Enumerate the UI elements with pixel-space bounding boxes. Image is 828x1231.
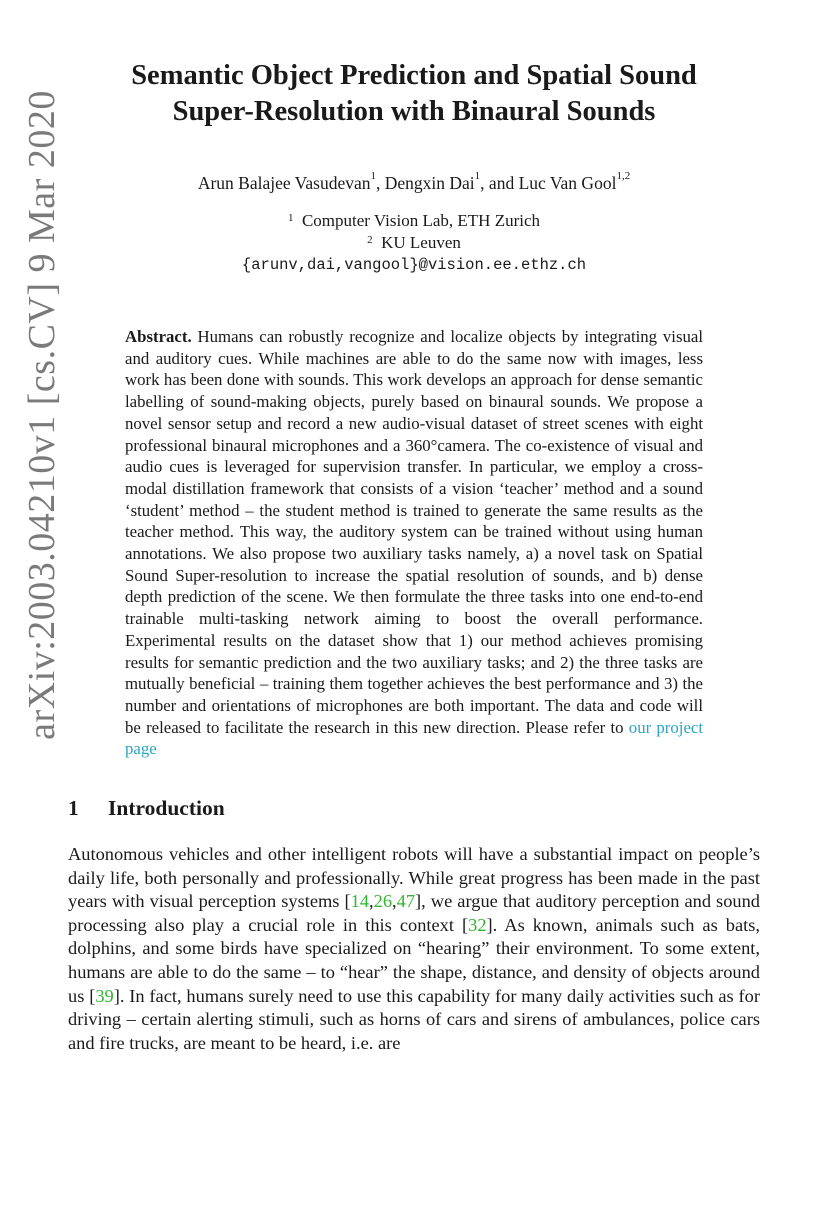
citation-separator: , xyxy=(392,891,397,912)
affiliation-name: Computer Vision Lab, ETH Zurich xyxy=(301,211,541,230)
author-affiliation-mark: 1 xyxy=(370,170,376,182)
author-list: Arun Balajee Vasudevan$^1$, Dengxin Dai$^1$, and Luc Van Gool$^{1,2}$ xyxy=(197,170,631,193)
paper-page xyxy=(68,58,760,1055)
affiliation-mark: 2 xyxy=(367,234,373,246)
citation-link[interactable]: 47 xyxy=(396,891,416,912)
citation-link[interactable]: 26 xyxy=(373,891,393,912)
author-affiliation-mark: 1,2 xyxy=(616,170,631,182)
affiliation-name: KU Leuven xyxy=(381,233,461,252)
intro-text: ]. As known, animals such as bats, dolphins, and some birds have specialized on “hearing” their environment. To some extent, humans are able to do the same – to “hear” the shape, distance, and density of objects around us [ xyxy=(68,914,760,1006)
affiliation-1 xyxy=(68,210,760,232)
affiliation-2 xyxy=(68,232,760,254)
citation-separator: , xyxy=(369,891,374,912)
section-number: 1 xyxy=(68,796,79,821)
abstract xyxy=(125,326,703,760)
intro-paragraph xyxy=(68,843,760,1055)
affiliations xyxy=(68,210,760,276)
intro-text: Autonomous vehicles and other intelligent robots will have a substantial impact on people’s daily life, both personally and professionally. While great progress has been made in the past years with visual perception systems [ xyxy=(68,844,760,912)
title-line-1: Semantic Object Prediction and Spatial Sound xyxy=(131,60,697,91)
author-name: Arun Balajee Vasudevan xyxy=(197,173,371,193)
section-heading xyxy=(68,796,760,821)
author-conjunction: , and xyxy=(480,173,519,193)
title-line-2: Super-Resolution with Binaural Sounds xyxy=(172,96,656,127)
arxiv-sidebar xyxy=(12,70,72,760)
author-affiliation-mark: 1 xyxy=(474,170,481,182)
abstract-label: Abstract. xyxy=(125,327,192,346)
paper-title xyxy=(68,58,760,130)
citation-link[interactable]: 39 xyxy=(95,985,114,1006)
intro-text: ]. In fact, humans surely need to use this capability for many daily activities such as for driving – certain alerting stimuli, such as horns of cars and sirens of ambulances, police cars and fire trucks, are meant to be heard, i.e. are xyxy=(68,985,760,1053)
affiliation-mark: 1 xyxy=(287,212,294,224)
project-page-link[interactable]: our project page xyxy=(125,717,704,759)
citation-link[interactable]: 32 xyxy=(468,914,487,935)
citation-link[interactable]: 14 xyxy=(350,891,370,912)
abstract-text: Humans can robustly recognize and localize objects by integrating visual and auditory cues. While machines are able to do the same now with images, less work has been done with sounds. This work develops an approach for dense semantic labelling of sound-making objects, purely based on binaural sounds. We propose a novel sensor setup and record a new audio-visual dataset of street scenes with eight professional binaural microphones and a 360°camera. The co-existence of visual and audio cues is leveraged for supervision transfer. In particular, we employ a cross-modal distillation framework that consists of a vision ‘teacher’ method and a sound ‘student’ method – the student method is trained to generate the same results as the teacher method. This way, the auditory system can be trained without using human annotations. We also propose two auxiliary tasks namely, a) a novel task on Spatial Sound Super-resolution to increase the spatial resolution of sounds, and b) dense depth prediction of the scene. We then formulate the three tasks into one end-to-end trainable multi-tasking network aiming to boost the overall performance. Experimental results on the dataset show that 1) our method achieves promising results for semantic prediction and the two auxiliary tasks; and 2) the three tasks are mutually beneficial – training them together achieves the best performance and 3) the number and orientations of microphones are both important. The data and code will be released to facilitate the research in this new direction. Please refer to xyxy=(125,327,703,737)
section-title: Introduction xyxy=(108,796,225,821)
intro-text: ], we argue that auditory perception and sound processing also play a crucial role in this context [ xyxy=(68,891,760,935)
author-emails: {arunv,dai,vangool}@vision.ee.ethz.ch xyxy=(241,256,587,274)
author-name: Dengxin Dai xyxy=(384,173,475,193)
author-name: Luc Van Gool xyxy=(518,173,617,193)
arxiv-identifier: arXiv:2003.04210v1 [cs.CV] 9 Mar 2020 xyxy=(21,90,63,740)
